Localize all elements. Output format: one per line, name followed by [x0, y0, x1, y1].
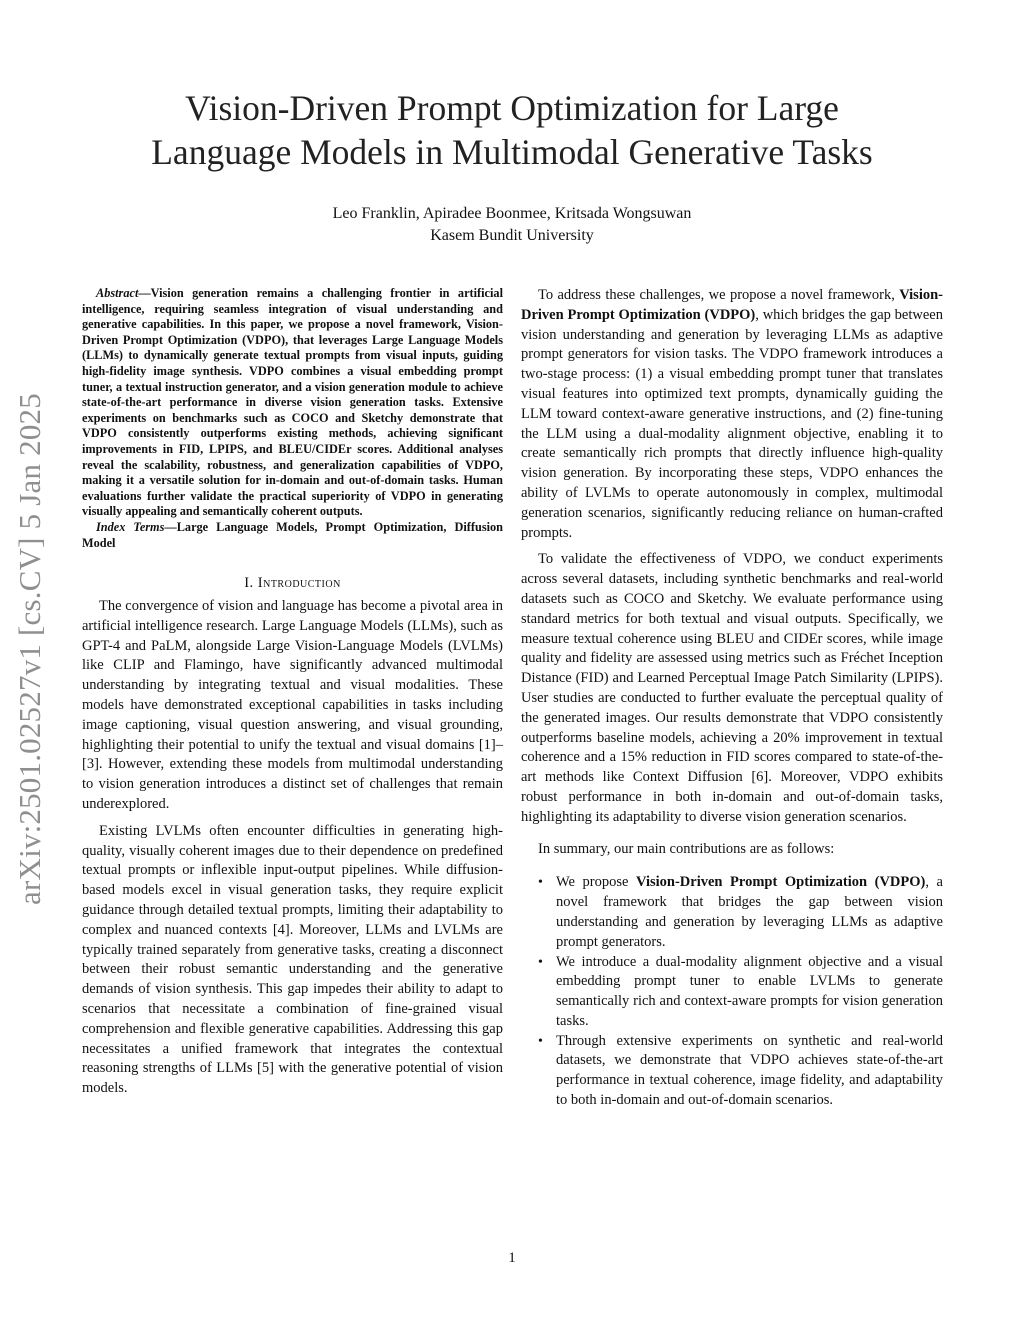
bullet-3-text: Through extensive experiments on synthetic and real-world datasets, we demonstrate that VDPO achieves state-of-the-art performance in textual coherence, image fidelity, and adaptability to both in-domain and out-of-domain scenarios. — [556, 1032, 943, 1109]
bullet-2-text: We introduce a dual-modality alignment objective and a visual embedding prompt tuner to enable LVLMs to generate semantically rich and context-aware prompts for vision generation tasks. — [556, 953, 943, 1029]
list-item — [521, 873, 943, 952]
list-item — [521, 953, 943, 1032]
abstract-label: Abstract — [96, 286, 139, 300]
p3-pre: To address these challenges, we propose a novel framework, — [538, 287, 900, 303]
arxiv-identifier: arXiv:2501.02527v1 [cs.CV] 5 Jan 2025 — [12, 393, 47, 905]
list-item — [521, 1032, 943, 1111]
section-heading-introduction: I. Introduction — [244, 575, 341, 592]
index-terms-text: —Large Language Models, Prompt Optimization, Diffusion Model — [82, 519, 504, 550]
intro-paragraph-4: To validate the effectiveness of VDPO, we conduct experiments across several datasets, including synthetic benchmarks and real-world datasets such as COCO and Sketchy. We evaluate performance using standard metrics for both textual and visual outputs. Specifically, we measure textual coherence using BLEU and CIDEr scores, while image quality and fidelity are assessed using metrics such as Fréchet Inception Distance (FID) and Learned Perceptual Image Patch Similarity (LPIPS). User studies are conducted to further evaluate the perceptual quality of the generated images. Our results demonstrate that VDPO consistently outperforms baseline models, achieving a 20% improvement in textual coherence and a 15% reduction in FID scores compared to state-of-the-art methods like Context Diffusion [6]. Moreover, VDPO exhibits robust performance in both in-domain and out-of-domain tasks, highlighting its adaptability to diverse vision generation scenarios. — [521, 551, 943, 825]
intro-paragraph-1: The convergence of vision and language has become a pivotal area in artificial intelligence research. Large Language Models (LLMs), such as GPT-4 and PaLM, alongside Large Vision-Language Models (LVLMs) like CLIP and Flamingo, have significantly advanced multimodal understanding by integrating textual and visual modalities. These models have demonstrated exceptional capabilities in tasks including image captioning, visual question answering, and visual grounding, highlighting their potential to unify the textual and visual domains [1]–[3]. However, extending these models from multimodal understanding to vision generation introduces a distinct set of challenges that remain underexplored. — [82, 598, 503, 813]
author-list: Leo Franklin, Apiradee Boonmee, Kritsada Wongsuwan — [332, 205, 692, 222]
paper-title — [60, 86, 964, 174]
bullet-icon: • — [538, 1033, 543, 1049]
right-column — [521, 286, 943, 1111]
bullet-1-pre: We propose — [556, 874, 637, 891]
intro-paragraph-2: Existing LVLMs often encounter difficulties in generating high-quality, visually coherent images due to their dependence on predefined textual prompts or inflexible input-output pipelines. While diffusion-based models excel in visual generation tasks, they require explicit guidance through detailed textual prompts, limiting their adaptability to complex and nuanced contexts [4]. Moreover, LLMs and LVLMs are typically trained separately from generative tasks, creating a disconnect between their robust semantic understanding and the generative demands of vision synthesis. This gap impedes their ability to adapt to scenarios that necessitate a combination of fine-grained visual comprehension and flexible generative capabilities. Addressing this gap necessitates a unified framework that integrates the contextual reasoning strengths of LLMs [5] with the generative potential of vision models. — [82, 822, 503, 1097]
index-terms — [82, 520, 503, 551]
intro-paragraph-5: In summary, our main contributions are as follows: — [538, 840, 835, 857]
title-line-1: Vision-Driven Prompt Optimization for Large — [185, 88, 839, 128]
title-line-2: Language Models in Multimodal Generative Tasks — [151, 132, 873, 172]
index-terms-label: Index Terms — [96, 519, 165, 534]
abstract-text: —Vision generation remains a challenging frontier in artificial intelligence, requiring seamless integration of visual understanding and generative capabilities. In this paper, we propose a novel framework, Vision-Driven Prompt Optimization (VDPO), that leverages Large Language Models (LLMs) to dynamically generate textual prompts from visual inputs, guiding high-fidelity image synthesis. VDPO combines a visual embedding prompt tuner, a textual instruction generator, and a vision generation module to achieve state-of-the-art performance in diverse vision generation tasks. Extensive experiments on benchmarks such as COCO and Sketchy demonstrate that VDPO consistently outperforms existing methods, achieving significant improvements in FID, LPIPS, and BLEU/CIDEr scores. Additional analyses reveal the scalability, robustness, and generalization capabilities of VDPO, making it a versatile solution for in-domain and out-of-domain tasks. Human evaluations further validate the practical superiority of VDPO in generating visually appealing and semantically coherent outputs. — [82, 286, 503, 519]
affiliation: Kasem Bundit University — [430, 227, 594, 244]
intro-paragraph-3 — [521, 286, 943, 543]
bullet-1-post: , a novel framework that bridges the gap between vision understanding and generation by leveraging LLMs as adaptive prompt generators. — [556, 874, 943, 950]
left-column — [82, 286, 503, 1099]
abstract — [82, 286, 503, 551]
p3-post: , which bridges the gap between vision understanding and generation by leveraging LLMs as adaptive prompt generators for vision tasks. The VDPO framework introduces a two-stage process: (1) a visual embedding prompt tuner that translates visual features into optimized text prompts, dynamically guiding the LLM toward context-aware generative instructions, and (2) fine-tuning the LLM using a dual-modality alignment objective, enabling it to create semantically rich prompts that directly influence high-quality vision generation. By incorporating these steps, VDPO enhances the ability of LVLMs to operate autonomously in complex, multimodal generation scenarios, significantly reducing reliance on human-crafted prompts. — [521, 306, 943, 541]
page-number: 1 — [508, 1250, 516, 1266]
bullet-icon: • — [538, 954, 543, 970]
bullet-icon: • — [538, 875, 543, 891]
p3-framework-name: Vision-Driven Prompt Optimization (VDPO) — [521, 287, 943, 323]
bullet-1-bold: Vision-Driven Prompt Optimization (VDPO) — [636, 874, 926, 891]
contributions-list — [521, 873, 943, 1111]
